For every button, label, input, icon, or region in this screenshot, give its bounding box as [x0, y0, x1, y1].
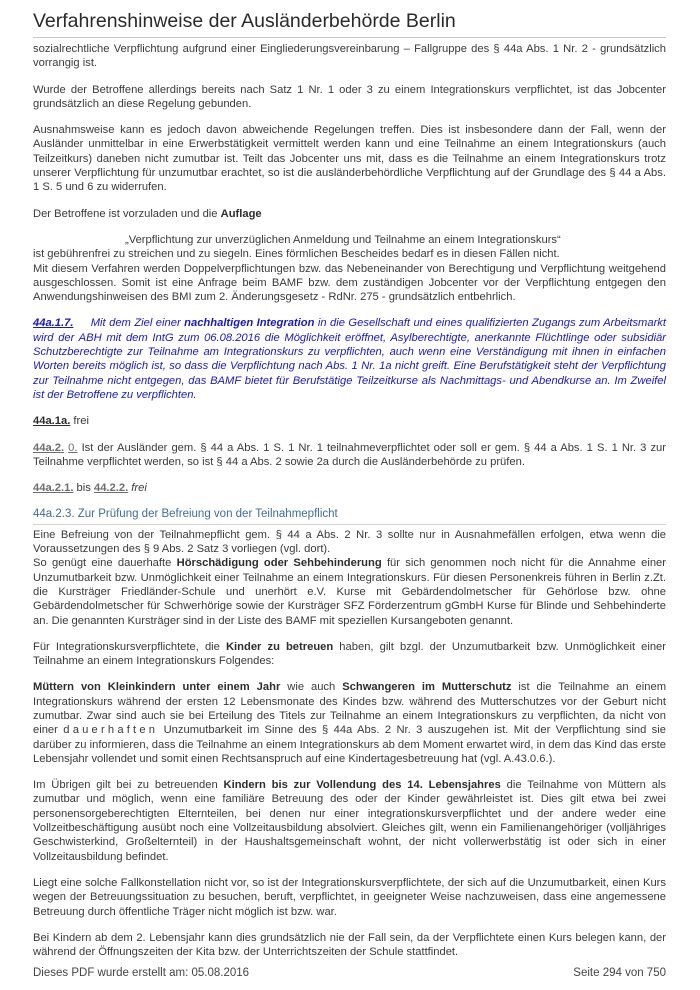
footer-created-date: Dieses PDF wurde erstellt am: 05.08.2016 — [33, 967, 250, 979]
section-ref-0[interactable]: 0. — [68, 441, 78, 454]
page-header-title: Verfahrenshinweise der Ausländerbehörde Berlin — [33, 10, 456, 32]
paragraph-5-rest: ist gebührenfrei zu streichen und zu siegeln. Eines förmlichen Bescheides bedarf es in diesen Fällen nicht. — [33, 248, 560, 261]
paragraph-11: Eine Befreiung von der Teilnahmepflicht gem. § 44 a Abs. 2 Nr. 3 sollte nur in Ausnahmefällen erfolgen, etwa wenn die Voraussetzungen des § 9 Abs. 2 Satz 3 vorliegen (vgl. dort). — [33, 528, 666, 556]
section-heading-44a-2-3: 44a.2.3. Zur Prüfung der Befreiung von der Teilnahmepflicht — [33, 507, 666, 524]
paragraph-9 — [33, 441, 666, 470]
paragraph-14 — [33, 680, 666, 766]
paragraph-12-bold: Hörschädigung oder Sehbehinderung — [176, 557, 382, 570]
paragraph-12 — [33, 556, 666, 627]
paragraph-13-b: haben, gilt bzgl. der Unzumutbarkeit bzw. Unmöglichkeit einer Teilnahme an einem Integrationskurs Folgendes: — [33, 640, 667, 668]
paragraph-12-b: für sich genommen noch nicht für die Annahme einer Unzumutbarkeit bzw. Unmöglichkeit einer Teilnahme an einem Integrationskurs. Für diesen Personenkreis führen in Berlin z.Zt. die Kursträger Friedländer-Schule und unerhört e.V. Kurse mit Gebärdendolmetscher für Gehörlose bzw. ohne Gebärdendolmetscher für Schwerhörige sowie der Kursträger SFZ Förderzentrum gGmbH Kurse für Blinde und Sehbehinderte an. Die genannten Kursträger sind in der Liste des BAMF mit speziellen Kursangeboten genannt. — [33, 557, 667, 627]
paragraph-4-bold: Auflage — [220, 207, 262, 220]
paragraph-2: Wurde der Betroffene allerdings bereits nach Satz 1 Nr. 1 oder 3 zu einem Integrationskurs verpflichtet, ist das Jobcenter grundsätzlich an diese Regelung gebunden. — [33, 83, 666, 110]
paragraph-14-bold-2: Schwangeren im Mutterschutz — [342, 681, 512, 694]
paragraph-5 — [33, 233, 666, 262]
paragraph-10 — [33, 481, 666, 495]
paragraph-10-mid: bis — [73, 482, 94, 495]
paragraph-4 — [33, 207, 666, 221]
paragraph-8 — [33, 414, 666, 428]
section-ref-44-2-2[interactable]: 44.2.2. — [93, 482, 129, 495]
paragraph-7 — [33, 316, 666, 402]
section-ref-44a-1-7[interactable]: 44a.1.7. — [33, 317, 74, 330]
footer-page-number: Seite 294 von 750 — [573, 967, 666, 979]
paragraph-16: Liegt eine solche Fallkonstellation nicht vor, so ist der Integrationskursverpflichtete, der sich auf die Unzumutbarkeit, einen Kurs wegen der Betreuungssituation zu besuchen, beruft, verpflichtet, in geeigneter Weise nachzuweisen, dass eine angemessene Betreuung durch öffentliche Träger nicht möglich ist bzw. war. — [33, 876, 666, 918]
section-ref-44a-2-1[interactable]: 44a.2.1. — [33, 482, 74, 495]
paragraph-14-bold-1: Müttern von Kleinkindern unter einem Jahr — [33, 681, 281, 694]
header-divider — [33, 37, 666, 38]
paragraph-17: Bei Kindern ab dem 2. Lebensjahr kann dies grundsätzlich nie der Fall sein, da der Verpflichtete einen Kurs belegen kann, der während der Öffnungszeiten der Kita bzw. der Unterrichtszeiten der Schule stattfindet. — [33, 931, 666, 959]
paragraph-15-a: Im Übrigen gilt bei zu betreuenden — [33, 779, 224, 792]
paragraph-6: Mit diesem Verfahren werden Doppelverpflichtungen bzw. das Nebeneinander von Berechtigung und Verpflichtung weitgehend ausgeschlossen. Somit ist eine Anfrage beim BAMF bzw. dem zuständigen Jobcenter vor der Verpflichtung entgegen den Anwendungshinweisen des BMI zum 2. Änderungsgesetz - RdNr. 275 - grundsätzlich entbehrlich. — [33, 262, 666, 304]
paragraph-1: sozialrechtliche Verpflichtung aufgrund einer Eingliederungsvereinbarung – Fallgruppe des § 44a Abs. 1 Nr. 2 - grundsätzlich vorrangig ist. — [33, 43, 666, 70]
paragraph-12-a: So genügt eine dauerhafte — [33, 557, 177, 570]
paragraph-7-b: in die Gesellschaft und eines qualifizierten Zugangs zum Arbeitsmarkt wird der ABH mit dem IntG zum 06.08.2016 die Möglichkeit eröffnet, Asylberechtigte, anerkannte Flüchtlinge oder subsidiär Schutzberechtigte zur Teilnahme am Integrationskurs zu verpflichten, auch wenn eine Verständigung mit ihnen in einfachen Worten bereits möglich ist, so dass die Verpflichtung nach Abs. 1 Nr. 1a nicht greift. Eine Berufstätigkeit steht der Verpflichtung zur Teilnahme nicht entgegen, das BAMF bietet für Berufstätige Teilzeitkurse als Nachmittags- und Abendkurse an. Im Zweifel ist der Betroffene zu verpflichten. — [33, 317, 667, 401]
paragraph-4-text: Der Betroffene ist vorzuladen und die — [33, 207, 221, 220]
paragraph-8-text: frei — [70, 415, 89, 428]
paragraph-14-a: wie auch — [280, 681, 343, 694]
paragraph-13-a: Für Integrationskursverpflichtete, die — [33, 640, 226, 653]
paragraph-14-c: Unzumutbarkeit im Sinne des § 44a Abs. 2 Nr. 3 auszugehen ist. Mit der Verpflichtung sind sie darüber zu informieren, dass die Teilnahme an einem Integrationskurs ab dem Moment erwartet wird, in dem das Kind das erste Lebensjahr vollendet und somit einen Rechtsanspruch auf eine Kindertagesbetreuung hat (vgl. A.43.0.6.). — [33, 724, 666, 765]
paragraph-14-spaced: dauerhaften — [63, 724, 159, 737]
paragraph-13-bold: Kinder zu betreuen — [225, 640, 334, 653]
paragraph-7-a: Mit dem Ziel einer — [90, 317, 185, 330]
section-ref-44a-2[interactable]: 44a.2. — [33, 441, 65, 454]
paragraph-3: Ausnahmsweise kann es jedoch davon abweichende Regelungen treffen. Dies ist insbesondere dann der Fall, wenn der Ausländer unmittelbar in eine Erwerbstätigkeit vermittelt werden kann und eine Teilnahme an einem Integrationskurs (auch Teilzeitkurs) daneben nicht zumutbar ist. Teilt das Jobcenter uns mit, dass es die Teilnahme an einem Integrationskurs trotz unserer Verpflichtung für unzumutbar erachtet, so ist die ausländerbehördliche Verpflichtung auf der Grundlage des § 44 a Abs. 1 S. 5 und 6 zu widerrufen. — [33, 124, 666, 194]
document-body — [33, 42, 666, 971]
paragraph-14-b: ist die Teilnahme an einem Integrationskurs während der ersten 12 Lebensmonate des Kindes bzw. während des Mutterschutzes vor der Geburt nicht zumutbar. Zwar sind auch sie bei Erteilung des Titels zur Teilnahme an einem Integrationskurs zu verpflichten, da nicht von einer — [33, 681, 667, 737]
paragraph-9-text: Ist der Ausländer gem. § 44 a Abs. 1 S. 1 Nr. 1 teilnahmeverpflichtet oder soll er gem. § 44 a Abs. 1 S. 1 Nr. 3 zur Teilnahme verpflichtet werden, so ist § 44 a Abs. 2 sowie 2a durch die Ausländerbehörde zu prüfen. — [33, 441, 666, 468]
auflage-quote: „Verpflichtung zur unverzüglichen Anmeldung und Teilnahme an einem Integrationskurs“ — [125, 233, 561, 246]
paragraph-15-bold: Kindern bis zur Vollendung des 14. Lebensjahres — [223, 779, 501, 792]
paragraph-10-tail: frei — [131, 482, 147, 495]
section-ref-44a-1a[interactable]: 44a.1a. — [33, 415, 71, 428]
paragraph-15 — [33, 778, 666, 864]
paragraph-13 — [33, 640, 666, 669]
paragraph-15-b: die Teilnahme von Müttern als zumutbar und möglich, wenn eine familiäre Betreuung des oder der Kinder gewährleistet ist. Dies gilt etwa bei zwei personensorgeberechtigten Elternteilen, bei denen nur einer integrationskursverpflichtet und der andere weder eine Vollzeitbeschäftigung ausübt noch eine Vollzeitausbildung absolviert. Gleiches gilt, wenn ein Familienangehöriger (volljähriges Geschwisterkind, Großelternteil) in der Haushaltsgemeinschaft wohnt, der nicht vollerwerbstätig ist oder sich in einer Vollzeitausbildung befindet. — [33, 779, 666, 863]
paragraph-7-bold: nachhaltigen Integration — [184, 317, 315, 330]
